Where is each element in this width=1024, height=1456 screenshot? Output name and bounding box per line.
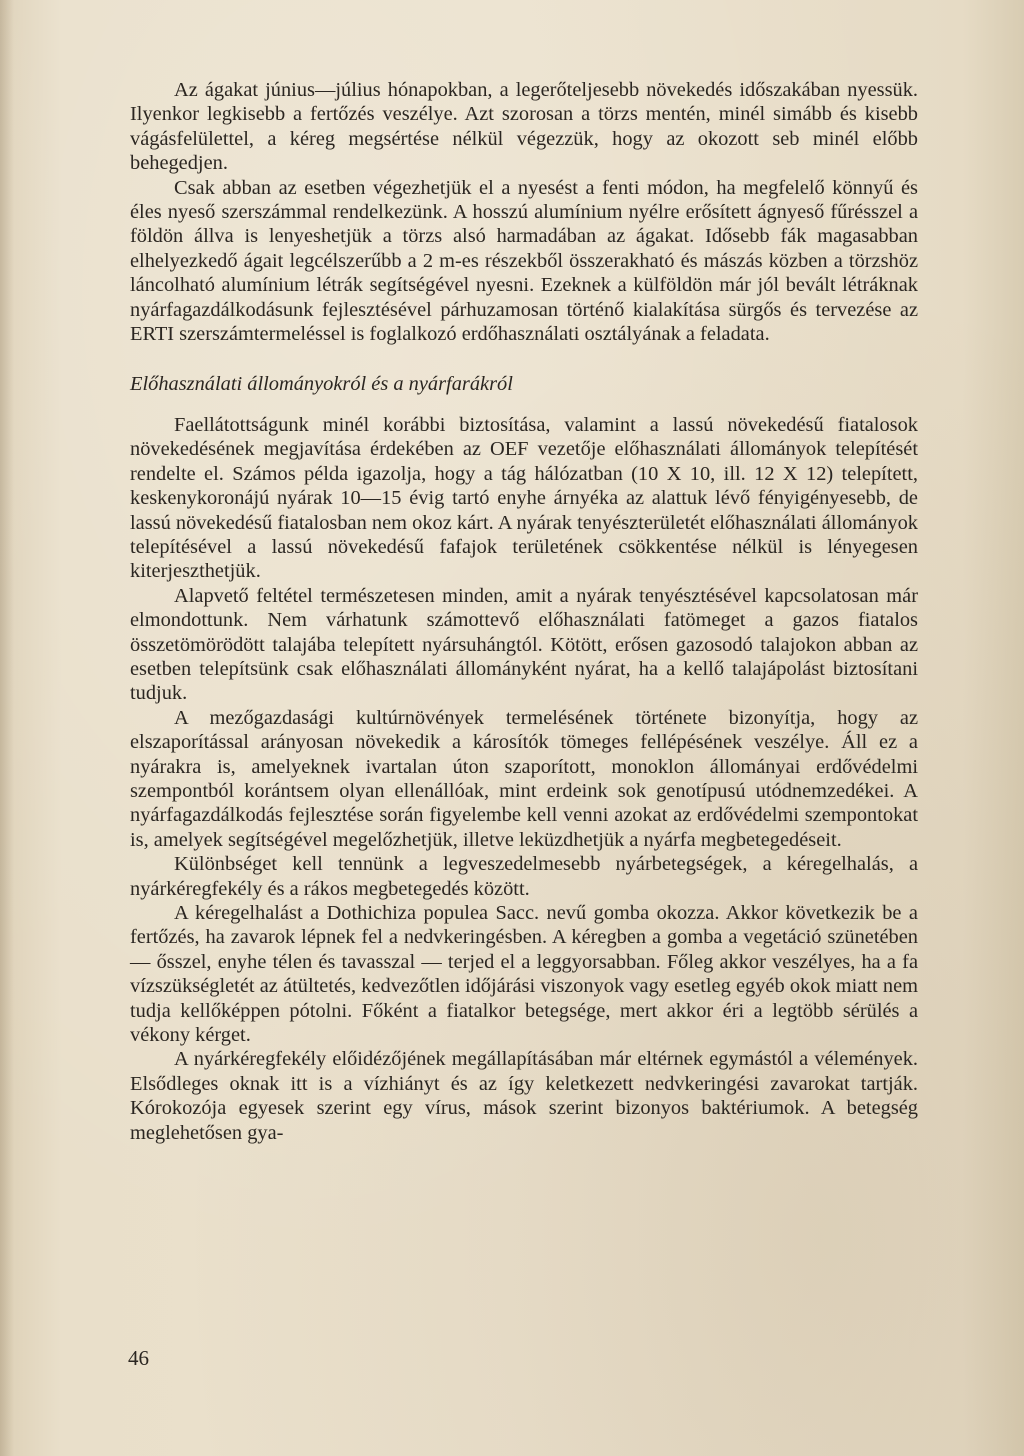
page-number: 46 bbox=[128, 1346, 149, 1370]
section-heading: Előhasználati állományokról és a nyárfarákról bbox=[130, 373, 513, 396]
paragraph: Faellátottságunk minél korábbi biztosítása, valamint a lassú növekedésű fiatalosok növekedésének megjavítása érdekében az OEF vezetője előhasználati állományok telepítését rendelte el. Számos példa igazolja, hogy a tág hálózatban (10 X 10, ill. 12 X 12) telepített, keskenykoronájú nyárak 10—15 évig tartó enyhe árnyéka az alattuk lévő fényigényesebb, de lassú növekedésű fiatalosban nem okoz kárt. A nyárak tenyészterületét előhasználati állományok telepítésével a lassú növekedésű fafajok területének csökkentése nélkül is lényegesen kiterjeszthetjük. bbox=[130, 413, 918, 583]
paragraph: A nyárkéregfekély előidézőjének megállapításában már eltérnek egymástól a vélemények. Elsődleges oknak itt is a vízhiányt és az így keletkezett nedvkeringési zavarokat tartják. Kórokozója egyesek szerint egy vírus, mások szerint bizonyos baktériumok. A betegség meglehetősen gya- bbox=[130, 1048, 918, 1144]
paragraph: Csak abban az esetben végezhetjük el a nyesést a fenti módon, ha megfelelő könnyű és éles nyeső szerszámmal rendelkezünk. A hosszú alumínium nyélre erősített ágnyeső fűrésszel a földön állva is lenyeshetjük a törzs alsó harmadában az ágakat. Idősebb fák magasabban elhelyezkedő ágait legcélszerűbb a 2 m-es részekből összerakható és mászás közben a törzshöz láncolható alumínium létrák segítségével nyesni. Ezeknek a külföldön már jól bevált létráknak nyárfagazdálkodásunk fejlesztésével párhuzamosan történő kialakítása sürgős és tervezése az ERTI szerszámtermeléssel is foglalkozó erdőhasználati osztályának a feladata. bbox=[130, 176, 918, 346]
paragraph: A kéregelhalást a Dothichiza populea Sacc. nevű gomba okozza. Akkor következik be a fertőzés, ha zavarok lépnek fel a nedvkeringésben. A kéregben a gomba a vegetáció szünetében — ősszel, enyhe télen és tavasszal — terjed el a leggyorsabban. Főleg akkor veszélyes, ha a fa vízszükségletét az átültetés, kedvezőtlen időjárási viszonyok vagy esetleg egyéb okok miatt nem tudja kellőképpen pótolni. Főként a fiatalkor betegsége, mert akkor éri a legtöbb sérülés a vékony kérget. bbox=[130, 902, 918, 1047]
paragraph: Alapvető feltétel természetesen minden, amit a nyárak tenyésztésével kapcsolatosan már elmondottunk. Nem várhatunk számottevő előhasználati fatömeget a gazos fiatalos összetömörödött talajába telepített nyársuhángtól. Kötött, erősen gazosodó talajokon abban az esetben telepítsünk csak előhasználati állományként nyárat, ha a kellő talajápolást biztosítani tudjuk. bbox=[130, 584, 918, 705]
paragraph: A mezőgazdasági kultúrnövények termelésének története bizonyítja, hogy az elszaporítással arányosan növekedik a károsítók tömeges fellépésének veszélye. Áll ez a nyárakra is, amelyeknek ivartalan úton szaporított, monoklon állományai erdővédelmi szempontból korántsem olyan ellenállóak, mint erdeink sok genotípusú utódnemzedékei. A nyárfagazdálkodás fejlesztése során figyelembe kell venni azokat az erdővédelmi szempontokat is, amelyek segítségével megelőzhetjük, illetve leküzdhetjük a nyárfa megbetegedéseit. bbox=[130, 706, 918, 851]
page-edge-shadow bbox=[0, 0, 14, 1456]
paragraph: Különbséget kell tennünk a legveszedelmesebb nyárbetegségek, a kéregelhalás, a nyárkéregfekély és a rákos megbetegedés között. bbox=[130, 853, 918, 900]
body-text bbox=[130, 78, 918, 1145]
paragraph: Az ágakat június—július hónapokban, a legerőteljesebb növekedés időszakában nyessük. Ilyenkor legkisebb a fertőzés veszélye. Azt szorosan a törzs mentén, minél simább és kisebb vágásfelülettel, a kéreg megsértése nélkül végezzük, hogy az okozott seb minél előbb behegedjen. bbox=[130, 79, 918, 175]
